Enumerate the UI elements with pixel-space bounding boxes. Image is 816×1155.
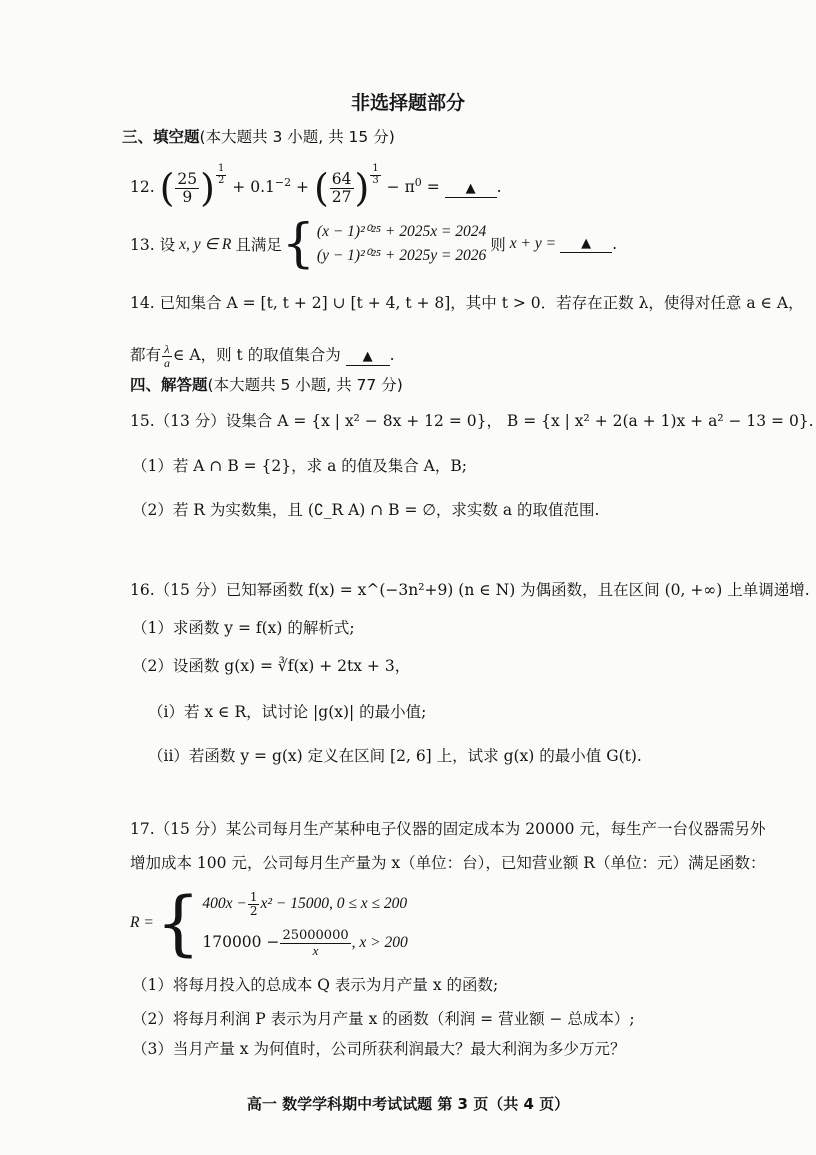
question-13: 13. 设 x, y ∈ R 且满足 { (x − 1)²⁰²⁵ + 2025x = 2024 (y − 1)²⁰²⁵ + 2025y = 2026 则 x + y = ▲ . (130, 214, 618, 274)
q13-ask: 则 (490, 236, 506, 254)
page-footer: 高一 数学学科期中考试试题 第 3 页（共 4 页） (246, 1095, 570, 1113)
question-17-line-2: 增加成本 100 元，公司每月生产量为 x（单位：台），已知营业额 R（单位：元）满足函数： (130, 854, 766, 872)
q17-cases (202, 884, 407, 962)
question-15-part-1: （1）若 A ∩ B = {2}，求 a 的值及集合 A，B; (132, 457, 467, 475)
q12-number: 12. (130, 178, 155, 197)
q12-exp-b: $\frac{1}{3}$ (372, 163, 379, 186)
page-title: 非选择题部分 (350, 92, 465, 114)
section-3-note: (本大题共 3 小题, 共 15 分) (199, 128, 395, 146)
q12-tail: − π (386, 178, 415, 197)
question-15-part-2: （2）若 R 为实数集，且 (∁_R A) ∩ B = ∅，求实数 a 的取值范围. (132, 501, 600, 519)
q12-equals: = (426, 178, 440, 197)
q13-system (317, 220, 486, 268)
q13-equation-1: (x − 1)²⁰²⁵ + 2025x = 2024 (316, 223, 487, 240)
q13-condition: 且满足 (235, 236, 282, 254)
q13-vars: x, y ∈ R (179, 235, 232, 253)
question-17-line-1: 17.（15 分）某公司每月生产某种电子仪器的固定成本为 20000 元，每生产一台仪器需另外 (130, 820, 766, 838)
question-17-part-2: （2）将每月利润 P 表示为月产量 x 的函数（利润 = 营业额 − 总成本）; (132, 1010, 635, 1028)
question-14-line-2: 都有 $\frac{\lambda}{a}$ ∈ A，则 t 的取值集合为 ▲ . (130, 341, 395, 370)
piecewise-brace: { (155, 882, 201, 964)
question-17-part-3: （3）当月产量 x 为何值时，公司所获利润最大？最大利润为多少万元？ (132, 1040, 626, 1058)
question-17-part-1: （1）将每月投入的总成本 Q 表示为月产量 x 的函数; (132, 976, 499, 994)
answer-blank[interactable]: ▲ (560, 236, 612, 253)
section-3-title: 三、填空题 (122, 128, 200, 146)
question-16-part-2-ii: （ii）若函数 y = g(x) 定义在区间 [2, 6] 上，试求 g(x) 的最小值 G(t). (148, 747, 642, 765)
answer-blank[interactable]: ▲ (445, 181, 497, 198)
question-16-part-2-i: （i）若 x ∈ R，试讨论 |g(x)| 的最小值; (148, 703, 427, 721)
system-brace: { (281, 214, 315, 274)
section-4-heading (130, 374, 403, 396)
question-16-stem: 16.（15 分）已知幂函数 f(x) = x^(−3n²+9) (n ∈ N) 为偶函数，且在区间 (0, +∞) 上单调递增. (130, 581, 810, 599)
q14-fraction: $\frac{\lambda}{a}$ (164, 341, 171, 370)
q12-frac-b: $\frac{64}{27}$ (331, 170, 352, 206)
section-3-heading (122, 126, 395, 148)
q17-piecewise-function (130, 884, 408, 962)
q12-plus: + (296, 178, 310, 197)
question-12: 12. ( $\frac{25}{9}$ ) $\frac{1}{2}$ + $0.1^{-2}$ + ( $\frac{64}{27}$ ) $\frac{1}{3}$ − $\pi^0$ = ▲ . (130, 163, 502, 211)
q17-R-label: R = (130, 914, 154, 931)
q13-equation-2: (y − 1)²⁰²⁵ + 2025y = 2026 (316, 247, 487, 264)
section-4-note: (本大题共 5 小题, 共 77 分) (207, 376, 403, 394)
answer-blank[interactable]: ▲ (346, 349, 390, 366)
q17-case-2: 170000 − $\frac{25000000}{x}$ , x > 200 (202, 927, 408, 958)
question-16-part-2: （2）设函数 g(x) = ∛f(x) + 2tx + 3， (132, 657, 411, 675)
question-15-stem: 15.（13 分）设集合 A = {x | x² − 8x + 12 = 0}， B = {x | x² + 2(a + 1)x + a² − 13 = 0}. (130, 412, 814, 430)
q13-ask-expr: x + y = (509, 235, 557, 252)
question-16-part-1: （1）求函数 y = f(x) 的解析式; (132, 619, 355, 637)
q12-frac-a: $\frac{25}{9}$ (177, 170, 198, 206)
q13-lead: 13. 设 (130, 236, 176, 254)
q17-case-1: 400x − $\frac{1}{2}$ x² − 15000, 0 ≤ x ≤ 200 (202, 889, 408, 918)
q12-tail-exp: 0 (414, 176, 422, 189)
q12-middle-exp: −2 (274, 176, 292, 189)
section-4-title: 四、解答题 (130, 376, 208, 394)
question-14-line-1: 14. 已知集合 A = [t, t + 2] ∪ [t + 4, t + 8]，其中 t > 0．若存在正数 λ，使得对任意 a ∈ A， (130, 294, 804, 312)
q12-middle: + 0.1 (232, 178, 275, 197)
q12-exp-a: $\frac{1}{2}$ (217, 163, 225, 186)
